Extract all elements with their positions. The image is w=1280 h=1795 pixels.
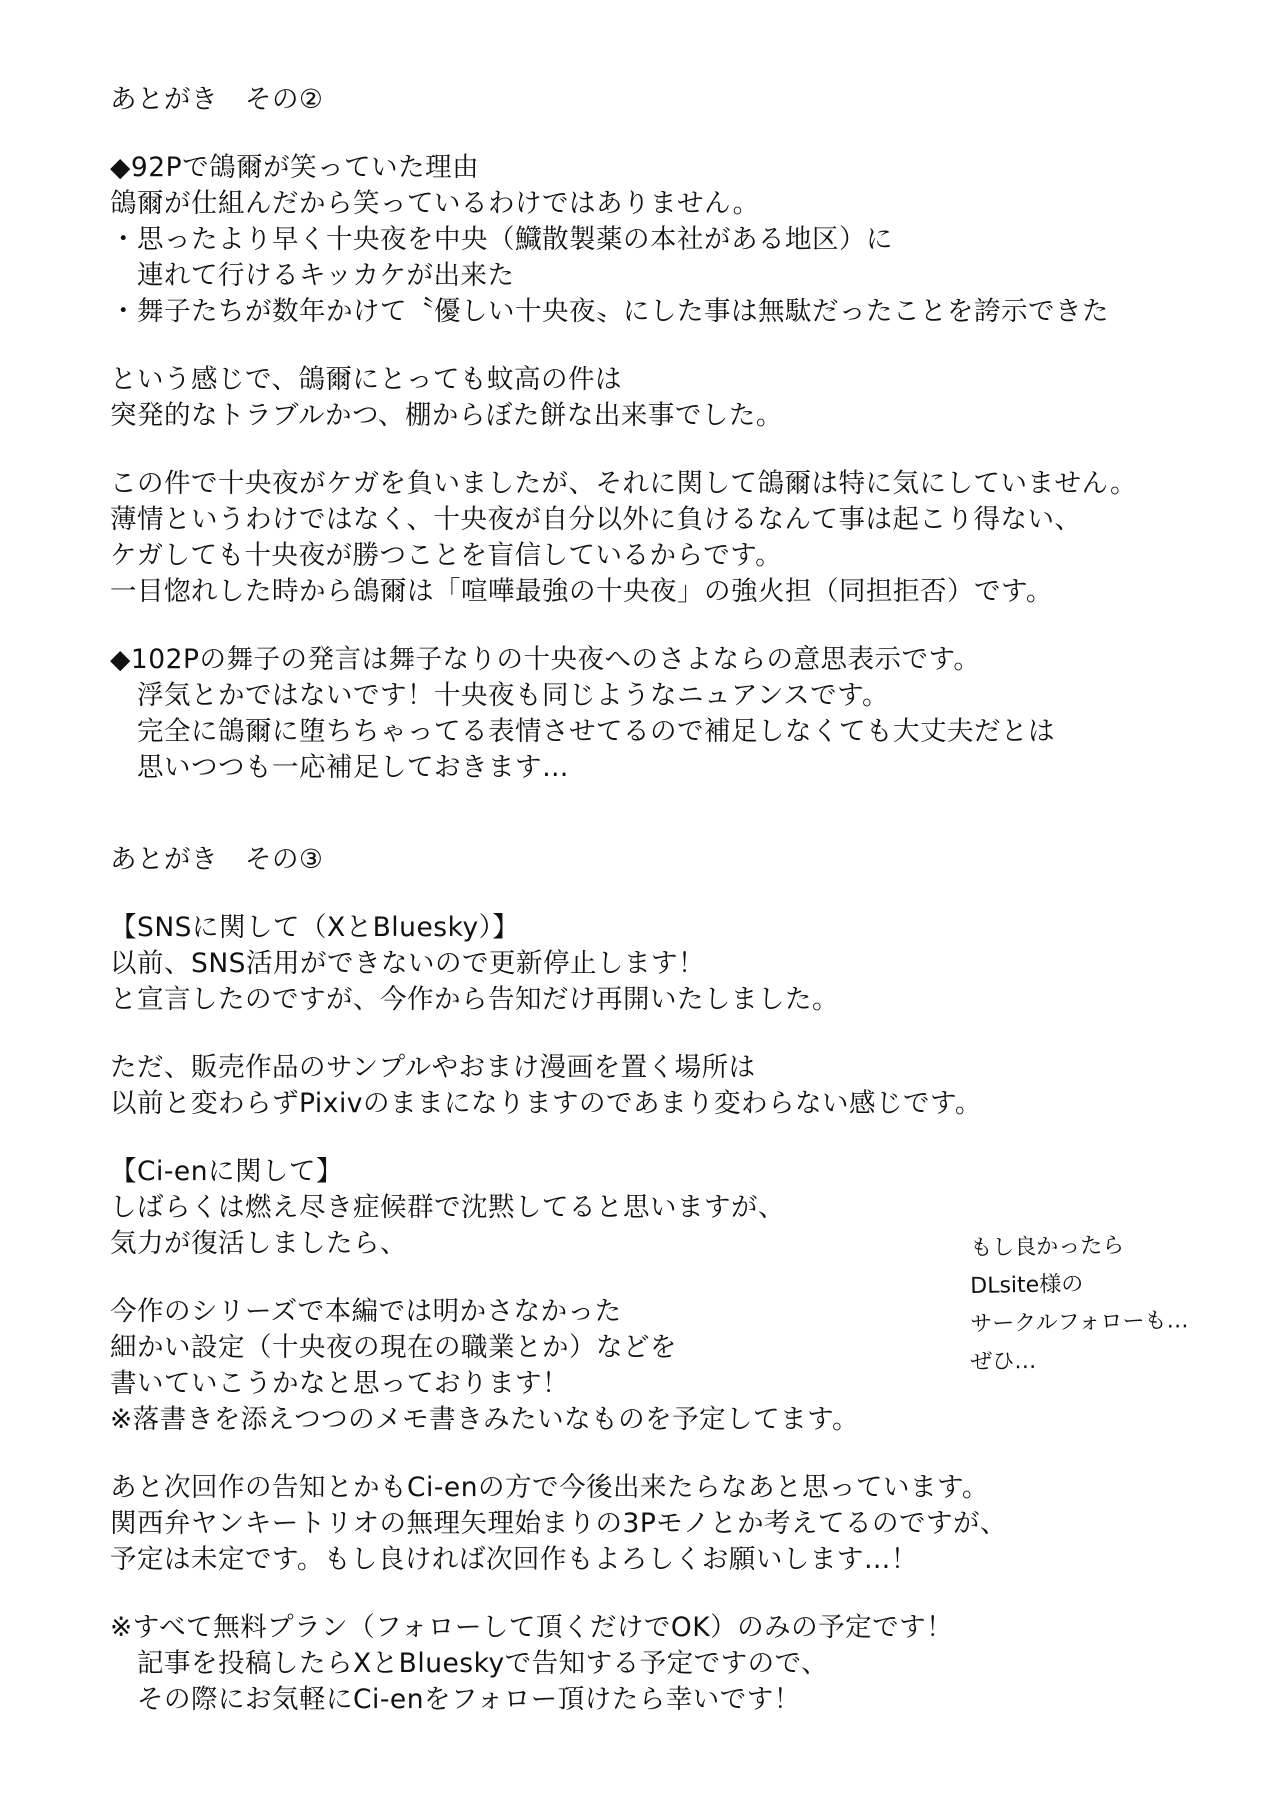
item2-line: 浮気とかではないです！十央夜も同じようなニュアンスです。 (110, 680, 890, 711)
item2-line: 思いつつも一応補足しておきます… (110, 752, 569, 783)
item2-line: 完全に鴿爾に堕ちちゃってる表情させてるので補足しなくても大丈夫だとは (110, 716, 1055, 747)
cien-line: 書いていこうかなと思っております！ (110, 1368, 569, 1399)
section3-heading: あとがき その③ (110, 844, 324, 875)
cien-line: 細かい設定（十央夜の現在の職業とか）などを (110, 1332, 677, 1363)
handwritten-note-line: もし良かったら (970, 1233, 1125, 1261)
cien-line: 今作のシリーズで本編では明かさなかった (110, 1296, 622, 1327)
para2-line: ケガしても十央夜が勝つことを盲信しているからです。 (110, 540, 783, 571)
cien-line: しばらくは燃え尽き症候群で沈黙してると思いますが、 (110, 1192, 785, 1223)
para1-line: 突発的なトラブルかつ、棚からぼた餅な出来事でした。 (110, 400, 783, 431)
sns-line: 以前、SNS活用ができないので更新停止します！ (110, 948, 705, 979)
section2-heading: あとがき その② (110, 84, 324, 115)
next-line: 予定は未定です。もし良ければ次回作もよろしくお願いします…！ (110, 1544, 918, 1575)
free-line: 記事を投稿したらXとBlueskyで告知する予定ですので、 (110, 1648, 829, 1679)
cien-line: ※落書きを添えつつのメモ書きみたいなものを予定してます。 (110, 1404, 860, 1435)
item1-line: ・舞子たちが数年かけて〝優しい十央夜〟にした事は無駄だったことを誇示できた (110, 296, 1109, 327)
cien-line: 気力が復活しましたら、 (110, 1228, 407, 1259)
item2-line: ◆102Pの舞子の発言は舞子なりの十央夜へのさよならの意思表示です。 (110, 644, 981, 675)
sns-line: と宣言したのですが、今作から告知だけ再開いたしました。 (110, 984, 839, 1015)
handwritten-note-line: ぜひ… (970, 1348, 1037, 1375)
cien-title: 【Ci-enに関して】 (110, 1156, 344, 1187)
pixiv-line: 以前と変わらずPixivのままになりますのであまり変わらない感じです。 (110, 1088, 982, 1119)
next-line: あと次回作の告知とかもCi-enの方で今後出来たらなあと思っています。 (110, 1472, 989, 1503)
free-line: その際にお気軽にCi-enをフォロー頂けたら幸いです！ (110, 1684, 801, 1715)
para2-line: この件で十央夜がケガを負いましたが、それに関して鴿爾は特に気にしていません。 (110, 468, 1138, 499)
pixiv-line: ただ、販売作品のサンプルやおまけ漫画を置く場所は (110, 1052, 756, 1083)
next-line: 関西弁ヤンキートリオの無理矢理始まりの3Pモノとか考えてるのですが、 (110, 1508, 1008, 1539)
para2-line: 一目惚れした時から鴿爾は「喧嘩最強の十央夜」の強火担（同担拒否）です。 (110, 576, 1053, 607)
handwritten-note-line: サークルフォローも… (970, 1308, 1189, 1337)
item1-line: 鴿爾が仕組んだから笑っているわけではありません。 (110, 188, 760, 219)
sns-title: 【SNSに関して（XとBluesky）】 (110, 912, 520, 943)
item1-title: ◆92Pで鴿爾が笑っていた理由 (110, 152, 480, 183)
item1-line: ・思ったより早く十央夜を中央（鱵散製薬の本社がある地区）に (110, 224, 893, 255)
para2-line: 薄情というわけではなく、十央夜が自分以外に負けるなんて事は起こり得ない、 (110, 504, 1082, 535)
item1-line: 連れて行けるキッカケが出来た (110, 260, 515, 291)
handwritten-note-line: DLsite様の (970, 1272, 1084, 1299)
free-line: ※すべて無料プラン（フォローして頂くだけでOK）のみの予定です！ (110, 1612, 954, 1643)
para1-line: という感じで、鴿爾にとっても蚊高の件は (110, 364, 622, 395)
